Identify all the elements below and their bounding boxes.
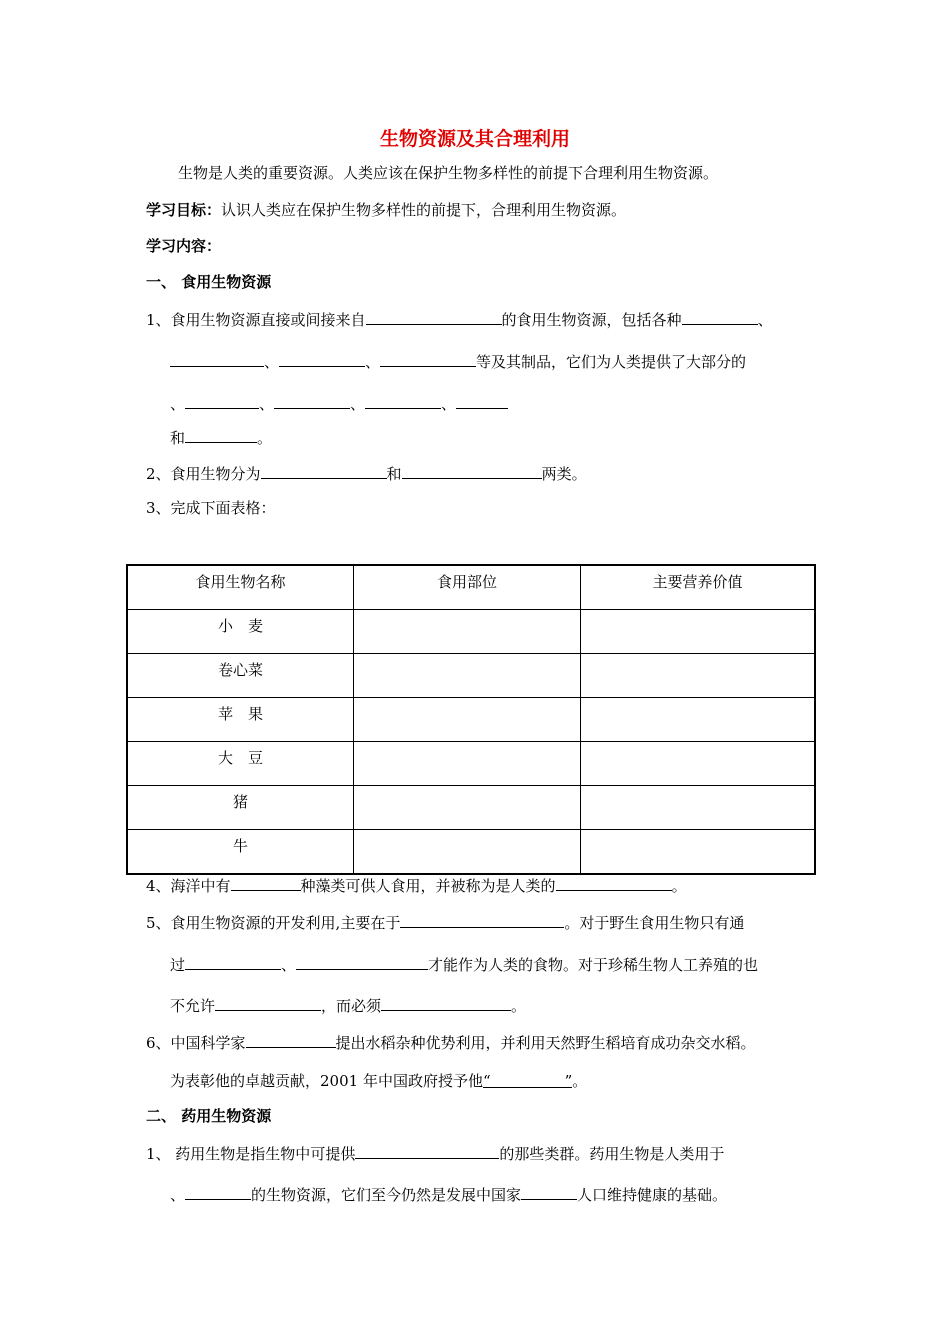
m1-blank-1[interactable]: [355, 1142, 499, 1159]
q1-blank-4[interactable]: [279, 350, 365, 367]
q5-text-c: 过: [170, 956, 186, 974]
punct: 。: [511, 997, 527, 1015]
objective-label: 学习目标：: [146, 201, 222, 219]
table-row: [127, 786, 815, 830]
question-1-line-2: [170, 350, 746, 372]
q4-text-a: 4、海洋中有: [146, 877, 231, 895]
table-cell[interactable]: [581, 698, 816, 742]
table-row: [127, 610, 815, 654]
punct: 、: [170, 395, 186, 413]
q1-blank-3[interactable]: [170, 350, 264, 367]
punct: 、: [170, 1186, 186, 1204]
question-4: [146, 874, 687, 896]
q2-blank-1[interactable]: [261, 462, 387, 479]
question-1-line-3: [170, 392, 508, 414]
medicinal-q1-line-1: [146, 1142, 724, 1164]
page-title: 生物资源及其合理利用: [379, 128, 570, 150]
question-2: [146, 462, 587, 484]
q5-text-d: 才能作为人类的食物。对于珍稀生物人工养殖的也: [428, 956, 759, 974]
section-1-heading: 一、 食用生物资源: [146, 273, 272, 291]
q2-text-c: 两类。: [541, 465, 587, 483]
q1-text-a: 1、食用生物资源直接或间接来自: [146, 311, 366, 329]
question-6-line-2: [170, 1071, 587, 1091]
q4-text-b: 种藻类可供人食用，并被称为是人类的: [300, 877, 556, 895]
table-cell[interactable]: [581, 786, 816, 830]
q1-text-d: 和: [170, 429, 186, 447]
q2-text-a: 2、食用生物分为: [146, 465, 261, 483]
col-header-part: 食用部位: [354, 565, 581, 610]
question-1-line-4: [170, 426, 272, 448]
row-label: 大 豆: [127, 742, 354, 786]
q4-blank-2[interactable]: [556, 874, 672, 891]
section-2-heading: 二、 药用生物资源: [146, 1107, 272, 1125]
question-5-line-1: [146, 911, 744, 933]
punct: 。: [572, 1072, 588, 1090]
table-row: [127, 654, 815, 698]
m1-text-a: 1、 药用生物是指生物中可提供: [146, 1145, 356, 1163]
table-row: [127, 698, 815, 742]
q1-text-c: 等及其制品，它们为人类提供了大部分的: [476, 353, 747, 371]
row-label: 牛: [127, 830, 354, 875]
punct: 、: [365, 353, 381, 371]
punct: “: [482, 1072, 491, 1090]
q6-text-a: 6、中国科学家: [146, 1034, 246, 1052]
q1-blank-8[interactable]: [365, 392, 441, 409]
q1-text-b: 的食用生物资源，包括各种: [501, 311, 682, 329]
table-row: [127, 742, 815, 786]
q5-text-f: ，而必须: [321, 997, 382, 1015]
table-cell[interactable]: [354, 610, 581, 654]
medicinal-q1-line-2: [170, 1183, 727, 1205]
question-6-line-1: [146, 1031, 756, 1053]
question-1-line-1: [146, 308, 773, 330]
punct: 、: [441, 395, 457, 413]
m1-text-c: 的生物资源，它们至今仍然是发展中国家: [251, 1186, 522, 1204]
q2-blank-2[interactable]: [402, 462, 542, 479]
objective-text: 认识人类应在保护生物多样性的前提下，合理利用生物资源。: [221, 201, 627, 219]
punct: 、: [281, 956, 297, 974]
q5-blank-4[interactable]: [215, 994, 321, 1011]
table-cell[interactable]: [581, 654, 816, 698]
q6-text-b: 提出水稻杂种优势利用，并利用天然野生稻培育成功杂交水稻。: [335, 1034, 756, 1052]
q1-blank-2[interactable]: [682, 308, 758, 325]
food-resource-table: [126, 564, 816, 875]
table-cell[interactable]: [354, 698, 581, 742]
q5-text-e: 不允许: [170, 997, 216, 1015]
q2-text-b: 和: [386, 465, 402, 483]
punct: 、: [264, 353, 280, 371]
table-cell[interactable]: [581, 830, 816, 875]
table-cell[interactable]: [581, 742, 816, 786]
table-cell[interactable]: [354, 786, 581, 830]
table-row: [127, 830, 815, 875]
q5-blank-1[interactable]: [400, 911, 564, 928]
table-cell[interactable]: [354, 830, 581, 875]
q1-blank-5[interactable]: [380, 350, 476, 367]
q1-blank-10[interactable]: [185, 426, 257, 443]
q5-blank-3[interactable]: [296, 953, 428, 970]
row-label: 苹 果: [127, 698, 354, 742]
col-header-nutrition: 主要营养价值: [581, 565, 816, 610]
punct: 、: [757, 311, 773, 329]
col-header-name: 食用生物名称: [127, 565, 354, 610]
row-label: 卷心菜: [127, 654, 354, 698]
q6-quoted-blank[interactable]: [483, 1071, 572, 1088]
punct: 、: [350, 395, 366, 413]
q1-blank-9[interactable]: [456, 392, 508, 409]
objective-line: [146, 200, 626, 220]
q1-blank-7[interactable]: [274, 392, 350, 409]
q6-blank-1[interactable]: [246, 1031, 336, 1048]
punct: ”: [564, 1072, 573, 1090]
punct: 。: [257, 429, 273, 447]
table-cell[interactable]: [581, 610, 816, 654]
m1-blank-3[interactable]: [521, 1183, 577, 1200]
table-cell[interactable]: [354, 742, 581, 786]
question-3: 3、完成下面表格：: [146, 499, 276, 517]
table-cell[interactable]: [354, 654, 581, 698]
q1-blank-1[interactable]: [366, 308, 502, 325]
q1-blank-6[interactable]: [185, 392, 259, 409]
punct: 。: [671, 877, 687, 895]
q5-text-a: 5、食用生物资源的开发利用,主要在于: [146, 914, 401, 932]
intro-text: 生物是人类的重要资源。人类应该在保护生物多样性的前提下合理利用生物资源。: [178, 164, 719, 182]
row-label: 猪: [127, 786, 354, 830]
table-header-row: [127, 565, 815, 610]
question-5-line-2: [170, 953, 758, 975]
m1-blank-2[interactable]: [185, 1183, 251, 1200]
m1-text-b: 的那些类群。药用生物是人类用于: [499, 1145, 725, 1163]
q5-text-b: 。对于野生食用生物只有通: [564, 914, 745, 932]
m1-text-d: 人口维持健康的基础。: [577, 1186, 728, 1204]
q5-blank-5[interactable]: [381, 994, 511, 1011]
q5-blank-2[interactable]: [185, 953, 281, 970]
content-label: 学习内容：: [146, 237, 222, 255]
question-5-line-3: [170, 994, 526, 1016]
q4-blank-1[interactable]: [231, 874, 301, 891]
punct: 、: [259, 395, 275, 413]
row-label: 小 麦: [127, 610, 354, 654]
q6-text-c: 为表彰他的卓越贡献，2001 年中国政府授予他: [170, 1072, 483, 1090]
